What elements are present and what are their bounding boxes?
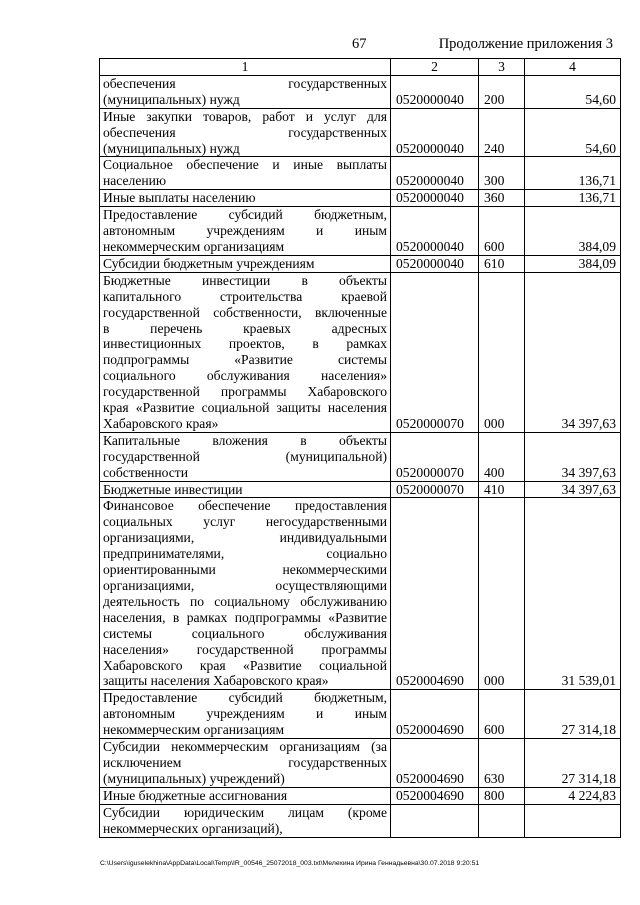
row-name-line: автономным учреждениям и иным xyxy=(103,706,387,722)
table-row xyxy=(100,75,621,108)
row-vr: 600 xyxy=(479,690,525,739)
row-vr: 360 xyxy=(479,190,525,207)
row-name xyxy=(100,739,391,788)
row-sum: 27 314,18 xyxy=(525,690,621,739)
table-row xyxy=(100,108,621,157)
budget-table xyxy=(99,58,621,838)
row-name-line: капитального строительства краевой xyxy=(103,288,387,304)
row-name-line: предпринимателями, социально xyxy=(103,546,387,562)
row-name-line: социального обслуживания населения» xyxy=(103,368,387,384)
row-sum: 54,60 xyxy=(525,108,621,157)
row-name-line: населения, в рамках подпрограммы «Развитие xyxy=(103,609,387,625)
row-code: 0520000070 xyxy=(391,481,479,498)
row-name-line: обеспечения государственных xyxy=(103,75,387,91)
row-name xyxy=(100,272,391,432)
row-name xyxy=(100,190,391,207)
row-name-line: Предоставление субсидий бюджетным, xyxy=(103,207,387,223)
row-sum: 4 224,83 xyxy=(525,787,621,804)
continuation-title: Продолжение приложения 3 xyxy=(438,36,613,52)
row-name-line: социальных услуг негосударственными xyxy=(103,514,387,530)
row-name-line: населения» государственной программы xyxy=(103,641,387,657)
row-name-line: организациями, осуществляющими xyxy=(103,578,387,593)
row-name xyxy=(100,207,391,256)
row-vr xyxy=(479,804,525,837)
row-name-line: деятельность по социальному обслуживанию xyxy=(103,593,387,609)
row-vr: 410 xyxy=(479,481,525,498)
row-code: 0520000040 xyxy=(391,157,479,190)
page-number: 67 xyxy=(352,36,367,52)
row-name-line: некоммерческих организаций), xyxy=(103,820,283,836)
row-code: 0520000040 xyxy=(391,207,479,256)
row-name-line: Хабаровского края «Развитие социальной xyxy=(103,657,387,673)
row-sum: 34 397,63 xyxy=(525,481,621,498)
column-header: 1 xyxy=(100,59,391,76)
row-code: 0520000070 xyxy=(391,272,479,432)
row-name-line: в перечень краевых адресных xyxy=(103,320,387,336)
table-body xyxy=(100,75,621,837)
table-row xyxy=(100,157,621,190)
row-sum: 34 397,63 xyxy=(525,272,621,432)
row-name-line: системы социального обслуживания xyxy=(103,625,387,641)
row-name-line: исключением государственных xyxy=(103,754,387,770)
row-name xyxy=(100,481,391,498)
row-vr: 000 xyxy=(479,498,525,690)
row-name-line: края «Развитие социальной защиты населения xyxy=(103,400,387,416)
row-name-line: (муниципальных) учреждений) xyxy=(103,770,285,786)
row-code: 0520000040 xyxy=(391,190,479,207)
row-name xyxy=(100,804,391,837)
row-name-line: Субсидии некоммерческим организациям (за xyxy=(103,739,387,755)
row-name xyxy=(100,690,391,739)
row-sum: 136,71 xyxy=(525,157,621,190)
row-code: 0520004690 xyxy=(391,787,479,804)
row-vr: 200 xyxy=(479,75,525,108)
row-name-line: Иные выплаты населению xyxy=(103,190,256,206)
row-name xyxy=(100,75,391,108)
row-name xyxy=(100,498,391,690)
row-name-line: организациями, индивидуальными xyxy=(103,530,387,546)
row-name-line: защиты населения Хабаровского края» xyxy=(103,673,329,689)
row-code: 0520000040 xyxy=(391,75,479,108)
row-vr: 600 xyxy=(479,207,525,256)
row-name xyxy=(100,108,391,157)
row-code: 0520004690 xyxy=(391,739,479,788)
row-name-line: Субсидии юридическим лицам (кроме xyxy=(103,804,387,820)
row-name-line: (муниципальных) нужд xyxy=(103,91,240,107)
row-name xyxy=(100,787,391,804)
row-name-line: государственной (муниципальной) xyxy=(103,448,387,464)
row-code: 0520004690 xyxy=(391,498,479,690)
row-code: 0520000040 xyxy=(391,108,479,157)
row-name-line: ориентированными некоммерческими xyxy=(103,562,387,578)
row-sum: 34 397,63 xyxy=(525,432,621,481)
row-name-line: Иные закупки товаров, работ и услуг для xyxy=(103,108,387,124)
row-vr: 800 xyxy=(479,787,525,804)
row-vr: 240 xyxy=(479,108,525,157)
row-vr: 000 xyxy=(479,272,525,432)
row-name-line: Финансовое обеспечение предоставления xyxy=(103,498,387,514)
row-name-line: автономным учреждениям и иным xyxy=(103,223,387,239)
column-header: 4 xyxy=(525,59,621,76)
row-name xyxy=(100,432,391,481)
table-row xyxy=(100,498,621,690)
row-sum: 384,09 xyxy=(525,207,621,256)
row-name-line: обеспечения государственных xyxy=(103,124,387,140)
file-path-footer: C:\Users\iguselekhina\AppData\Local\Temp\IR_00546_25072018_003.txt\Мелехина Ирина Геннадьевна\30.07.2018 9:20:51 xyxy=(100,860,480,867)
row-vr: 630 xyxy=(479,739,525,788)
row-name-line: собственности xyxy=(103,464,189,480)
row-name-line: подпрограммы «Развитие системы xyxy=(103,352,387,368)
row-name-line: государственной программы Хабаровского xyxy=(103,384,387,400)
table-row xyxy=(100,255,621,272)
row-name-line: Капитальные вложения в объекты xyxy=(103,432,387,448)
row-sum: 31 539,01 xyxy=(525,498,621,690)
table-row xyxy=(100,272,621,432)
row-name-line: Иные бюджетные ассигнования xyxy=(103,787,288,803)
table-header-row xyxy=(100,59,621,76)
row-name-line: некоммерческим организациям xyxy=(103,238,285,254)
row-sum xyxy=(525,804,621,837)
row-name-line: Социальное обеспечение и иные выплаты xyxy=(103,157,387,173)
table-row xyxy=(100,481,621,498)
row-name-line: Бюджетные инвестиции xyxy=(103,481,243,497)
column-header: 2 xyxy=(391,59,479,76)
row-name-line: Предоставление субсидий бюджетным, xyxy=(103,690,387,706)
table-row xyxy=(100,432,621,481)
table-row xyxy=(100,690,621,739)
row-sum: 54,60 xyxy=(525,75,621,108)
table-row xyxy=(100,190,621,207)
table-row xyxy=(100,207,621,256)
row-name-line: инвестиционных проектов, в рамках xyxy=(103,336,387,352)
row-name-line: Субсидии бюджетным учреждениям xyxy=(103,255,315,271)
row-name-line: Бюджетные инвестиции в объекты xyxy=(103,272,387,288)
row-sum: 384,09 xyxy=(525,255,621,272)
row-name xyxy=(100,157,391,190)
row-sum: 136,71 xyxy=(525,190,621,207)
table-row xyxy=(100,787,621,804)
row-name-line: Хабаровского края» xyxy=(103,415,219,431)
row-name-line: государственной собственности, включенные xyxy=(103,304,387,320)
row-name-line: (муниципальных) нужд xyxy=(103,140,240,156)
row-name-line: населению xyxy=(103,173,167,189)
row-name xyxy=(100,255,391,272)
row-code: 0520004690 xyxy=(391,690,479,739)
table-row xyxy=(100,739,621,788)
row-code: 0520000040 xyxy=(391,255,479,272)
row-code xyxy=(391,804,479,837)
row-vr: 400 xyxy=(479,432,525,481)
row-name-line: некоммерческим организациям xyxy=(103,722,285,738)
table-row xyxy=(100,804,621,837)
row-vr: 610 xyxy=(479,255,525,272)
row-code: 0520000070 xyxy=(391,432,479,481)
column-header: 3 xyxy=(479,59,525,76)
row-sum: 27 314,18 xyxy=(525,739,621,788)
row-vr: 300 xyxy=(479,157,525,190)
